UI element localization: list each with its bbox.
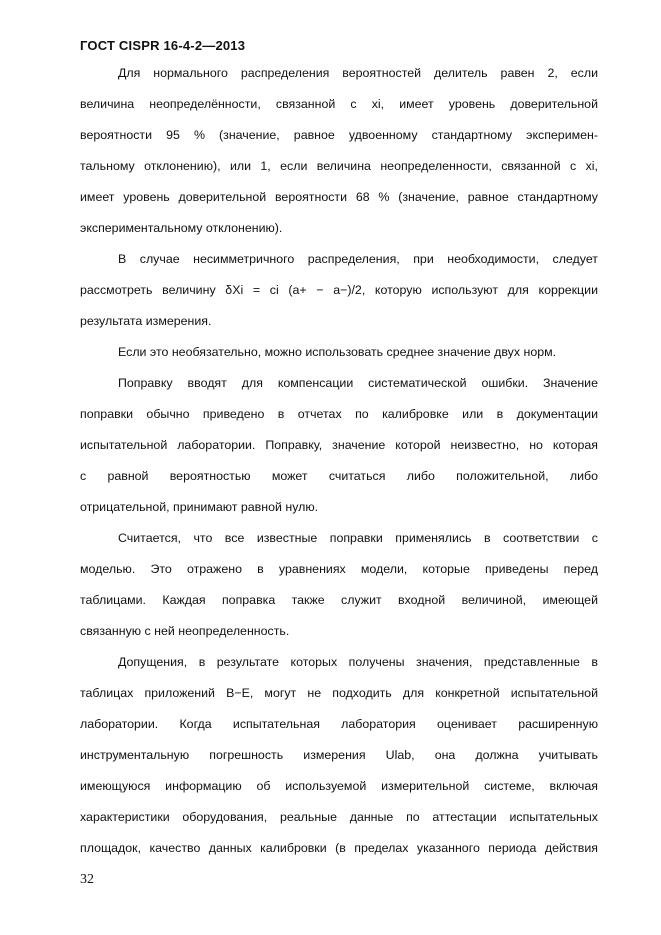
text-line: связанную с ней неопределенность. (80, 624, 290, 638)
text-line: площадок, качество данных калибровки (в пределах указанного периода действия (80, 841, 598, 855)
text-line: В случае несимметричного распределения, при необходимости, следует (118, 252, 598, 266)
text-line: испытательной лаборатории. Поправку, значение которой неизвестно, но которая (80, 438, 598, 452)
body-text (80, 58, 598, 864)
text-line: с равной вероятностью может считаться либо положительной, либо (80, 469, 598, 483)
text-line: вероятности 95 % (значение, равное удвоенному стандартному эксперимен- (80, 128, 598, 142)
text-line: таблицах приложений В−Е, могут не подходить для конкретной испытательной (80, 686, 598, 700)
text-line: результата измерения. (80, 314, 212, 328)
text-line: характеристики оборудования, реальные данные по аттестации испытательных (80, 810, 598, 824)
text-line: моделью. Это отражено в уравнениях модели, которые приведены перед (80, 562, 598, 576)
text-line: имеет уровень доверительной вероятности 68 % (значение, равное стандартному (80, 190, 598, 204)
text-line: Считается, что все известные поправки применялись в соответствии с (118, 531, 598, 545)
text-line: отрицательной, принимают равной нулю. (80, 500, 319, 514)
text-line: имеющуюся информацию об используемой измерительной системе, включая (80, 779, 598, 793)
text-line: Поправку вводят для компенсации систематической ошибки. Значение (118, 376, 598, 390)
text-line: инструментальную погрешность измерения Ulab, она должна учитывать (80, 748, 598, 762)
text-line: Если это необязательно, можно использовать среднее значение двух норм. (118, 345, 557, 359)
text-line: поправки обычно приведено в отчетах по калибровке или в документации (80, 407, 598, 421)
text-line: Допущения, в результате которых получены значения, представленные в (118, 655, 598, 669)
text-line: Для нормального распределения вероятностей делитель равен 2, если (118, 66, 598, 80)
text-line: лаборатории. Когда испытательная лаборатория оценивает расширенную (80, 717, 598, 731)
text-line: таблицами. Каждая поправка также служит входной величиной, имеющей (80, 593, 598, 607)
text-line: рассмотреть величину δXi = ci (a+ − a−)/2, которую используют для коррекции (80, 283, 598, 297)
text-line: величина неопределённости, связанной с xi, имеет уровень доверительной (80, 97, 598, 111)
page-number: 32 (80, 872, 94, 887)
text-line: экспериментальному отклонению). (80, 221, 283, 235)
document-header: ГОСТ CISPR 16-4-2—2013 (80, 38, 246, 53)
text-line: тальному отклонению), или 1, если величина неопределенности, связанной с xi, (80, 159, 598, 173)
